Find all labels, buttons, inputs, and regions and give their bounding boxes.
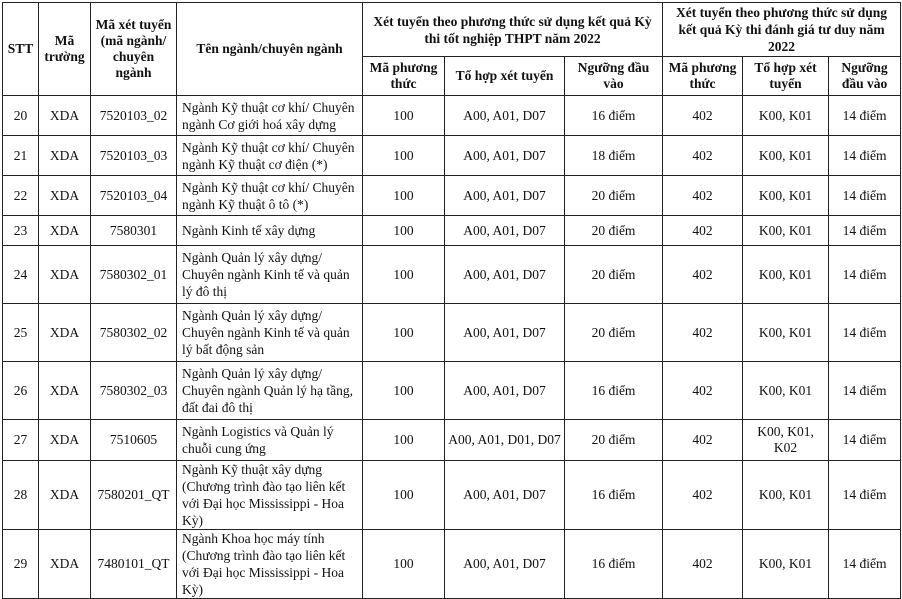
cell-ma-xet-tuyen: 7510605 — [91, 420, 177, 461]
cell-ma-phuong-thuc-dgtd: 402 — [663, 530, 743, 599]
header-nguong-dgtd: Ngưỡng đầu vào — [829, 57, 901, 96]
cell-to-hop-thpt: A00, A01, D07 — [445, 362, 565, 420]
cell-ten-nganh: Ngành Logistics và Quản lý chuỗi cung ứng — [177, 420, 363, 461]
cell-ten-nganh: Ngành Quản lý xây dựng/ Chuyên ngành Kinh tế và quản lý bất động sản — [177, 304, 363, 362]
header-ma-truong: Mã trường — [39, 3, 91, 96]
table-row — [3, 96, 901, 136]
table-row — [3, 362, 901, 420]
cell-ma-truong: XDA — [39, 136, 91, 176]
cell-ma-xet-tuyen: 7580302_02 — [91, 304, 177, 362]
cell-stt: 27 — [3, 420, 39, 461]
cell-ten-nganh: Ngành Quản lý xây dựng/ Chuyên ngành Kinh tế và quản lý đô thị — [177, 246, 363, 304]
cell-ma-phuong-thuc-dgtd: 402 — [663, 246, 743, 304]
header-ten-nganh: Tên ngành/chuyên ngành — [177, 3, 363, 96]
cell-to-hop-dgtd: K00, K01 — [743, 304, 829, 362]
cell-ma-truong: XDA — [39, 530, 91, 599]
cell-ma-phuong-thuc-dgtd: 402 — [663, 216, 743, 246]
cell-ma-phuong-thuc-dgtd: 402 — [663, 461, 743, 530]
cell-to-hop-thpt: A00, A01, D07 — [445, 530, 565, 599]
cell-nguong-thpt: 20 điểm — [565, 176, 663, 216]
cell-nguong-thpt: 16 điểm — [565, 96, 663, 136]
cell-ma-xet-tuyen: 7580201_QT — [91, 461, 177, 530]
cell-ma-xet-tuyen: 7580302_01 — [91, 246, 177, 304]
cell-ma-phuong-thuc-thpt: 100 — [363, 96, 445, 136]
cell-ma-phuong-thuc-thpt: 100 — [363, 176, 445, 216]
header-to-hop-dgtd: Tổ hợp xét tuyển — [743, 57, 829, 96]
cell-to-hop-thpt: A00, A01, D07 — [445, 136, 565, 176]
table-row — [3, 136, 901, 176]
table-row — [3, 216, 901, 246]
cell-ma-phuong-thuc-dgtd: 402 — [663, 362, 743, 420]
cell-ma-truong: XDA — [39, 216, 91, 246]
cell-ma-xet-tuyen: 7580302_03 — [91, 362, 177, 420]
header-ma-xet-tuyen: Mã xét tuyển (mã ngành/ chuyên ngành — [91, 3, 177, 96]
cell-nguong-dgtd: 14 điểm — [829, 530, 901, 599]
table-row — [3, 176, 901, 216]
cell-ma-phuong-thuc-thpt: 100 — [363, 304, 445, 362]
cell-ma-truong: XDA — [39, 176, 91, 216]
table-row — [3, 304, 901, 362]
cell-to-hop-dgtd: K00, K01 — [743, 96, 829, 136]
cell-ma-truong: XDA — [39, 362, 91, 420]
cell-stt: 25 — [3, 304, 39, 362]
cell-to-hop-dgtd: K00, K01 — [743, 461, 829, 530]
cell-nguong-dgtd: 14 điểm — [829, 216, 901, 246]
cell-ma-xet-tuyen: 7580301 — [91, 216, 177, 246]
cell-to-hop-thpt: A00, A01, D07 — [445, 216, 565, 246]
cell-stt: 22 — [3, 176, 39, 216]
cell-stt: 24 — [3, 246, 39, 304]
table-header — [3, 3, 901, 96]
cell-nguong-dgtd: 14 điểm — [829, 246, 901, 304]
cell-to-hop-dgtd: K00, K01 — [743, 136, 829, 176]
cell-nguong-dgtd: 14 điểm — [829, 136, 901, 176]
cell-nguong-thpt: 20 điểm — [565, 420, 663, 461]
cell-nguong-thpt: 20 điểm — [565, 246, 663, 304]
cell-ma-xet-tuyen: 7520103_04 — [91, 176, 177, 216]
cell-nguong-dgtd: 14 điểm — [829, 362, 901, 420]
cell-to-hop-thpt: A00, A01, D07 — [445, 96, 565, 136]
cell-to-hop-dgtd: K00, K01 — [743, 216, 829, 246]
cell-to-hop-dgtd: K00, K01 — [743, 362, 829, 420]
cell-nguong-thpt: 20 điểm — [565, 304, 663, 362]
cell-ma-truong: XDA — [39, 461, 91, 530]
header-to-hop-thpt: Tổ hợp xét tuyển — [445, 57, 565, 96]
cell-stt: 20 — [3, 96, 39, 136]
header-ma-phuong-thuc-thpt: Mã phương thức — [363, 57, 445, 96]
cell-ma-phuong-thuc-dgtd: 402 — [663, 136, 743, 176]
admissions-table — [2, 2, 901, 599]
cell-ma-phuong-thuc-thpt: 100 — [363, 420, 445, 461]
table-row — [3, 530, 901, 599]
header-group-thpt: Xét tuyển theo phương thức sử dụng kết quả Kỳ thi tốt nghiệp THPT năm 2022 — [363, 3, 663, 57]
cell-ma-truong: XDA — [39, 420, 91, 461]
cell-ma-phuong-thuc-thpt: 100 — [363, 362, 445, 420]
cell-ma-xet-tuyen: 7520103_02 — [91, 96, 177, 136]
header-ma-phuong-thuc-dgtd: Mã phương thức — [663, 57, 743, 96]
cell-nguong-thpt: 20 điểm — [565, 216, 663, 246]
cell-nguong-dgtd: 14 điểm — [829, 96, 901, 136]
cell-ma-phuong-thuc-thpt: 100 — [363, 461, 445, 530]
cell-to-hop-dgtd: K00, K01 — [743, 176, 829, 216]
cell-to-hop-dgtd: K00, K01 — [743, 246, 829, 304]
cell-ten-nganh: Ngành Kỹ thuật cơ khí/ Chuyên ngành Cơ giới hoá xây dựng — [177, 96, 363, 136]
cell-stt: 29 — [3, 530, 39, 599]
cell-nguong-dgtd: 14 điểm — [829, 304, 901, 362]
cell-nguong-dgtd: 14 điểm — [829, 176, 901, 216]
table-row — [3, 420, 901, 461]
cell-ma-truong: XDA — [39, 246, 91, 304]
cell-ma-phuong-thuc-dgtd: 402 — [663, 304, 743, 362]
cell-ma-phuong-thuc-thpt: 100 — [363, 246, 445, 304]
cell-ma-phuong-thuc-dgtd: 402 — [663, 176, 743, 216]
table-row — [3, 246, 901, 304]
cell-nguong-thpt: 16 điểm — [565, 530, 663, 599]
cell-to-hop-thpt: A00, A01, D07 — [445, 461, 565, 530]
cell-nguong-thpt: 16 điểm — [565, 362, 663, 420]
cell-ten-nganh: Ngành Kỹ thuật cơ khí/ Chuyên ngành Kỹ thuật cơ điện (*) — [177, 136, 363, 176]
cell-ten-nganh: Ngành Khoa học máy tính (Chương trình đào tạo liên kết với Đại học Mississippi - Hoa Kỳ) — [177, 530, 363, 599]
cell-ten-nganh: Ngành Kỹ thuật xây dựng (Chương trình đào tạo liên kết với Đại học Mississippi - Hoa Kỳ) — [177, 461, 363, 530]
cell-ma-xet-tuyen: 7480101_QT — [91, 530, 177, 599]
cell-nguong-dgtd: 14 điểm — [829, 461, 901, 530]
header-stt: STT — [3, 3, 39, 96]
cell-stt: 28 — [3, 461, 39, 530]
cell-stt: 23 — [3, 216, 39, 246]
cell-to-hop-thpt: A00, A01, D07 — [445, 176, 565, 216]
cell-ten-nganh: Ngành Kỹ thuật cơ khí/ Chuyên ngành Kỹ thuật ô tô (*) — [177, 176, 363, 216]
cell-to-hop-thpt: A00, A01, D07 — [445, 246, 565, 304]
table-row — [3, 461, 901, 530]
table-body — [3, 96, 901, 599]
header-nguong-thpt: Ngưỡng đầu vào — [565, 57, 663, 96]
header-group-dgtd: Xét tuyển theo phương thức sử dụng kết quả Kỳ thi đánh giá tư duy năm 2022 — [663, 3, 901, 57]
cell-ma-truong: XDA — [39, 304, 91, 362]
cell-stt: 26 — [3, 362, 39, 420]
cell-ma-truong: XDA — [39, 96, 91, 136]
cell-ma-phuong-thuc-dgtd: 402 — [663, 96, 743, 136]
cell-ten-nganh: Ngành Kinh tế xây dựng — [177, 216, 363, 246]
cell-stt: 21 — [3, 136, 39, 176]
cell-to-hop-dgtd: K00, K01, K02 — [743, 420, 829, 461]
cell-nguong-dgtd: 14 điểm — [829, 420, 901, 461]
cell-ma-phuong-thuc-dgtd: 402 — [663, 420, 743, 461]
cell-nguong-thpt: 18 điểm — [565, 136, 663, 176]
cell-to-hop-thpt: A00, A01, D01, D07 — [445, 420, 565, 461]
cell-ma-phuong-thuc-thpt: 100 — [363, 216, 445, 246]
cell-ma-phuong-thuc-thpt: 100 — [363, 136, 445, 176]
cell-to-hop-thpt: A00, A01, D07 — [445, 304, 565, 362]
cell-ten-nganh: Ngành Quản lý xây dựng/ Chuyên ngành Quản lý hạ tầng, đất đai đô thị — [177, 362, 363, 420]
cell-ma-phuong-thuc-thpt: 100 — [363, 530, 445, 599]
cell-ma-xet-tuyen: 7520103_03 — [91, 136, 177, 176]
cell-nguong-thpt: 16 điểm — [565, 461, 663, 530]
cell-to-hop-dgtd: K00, K01 — [743, 530, 829, 599]
